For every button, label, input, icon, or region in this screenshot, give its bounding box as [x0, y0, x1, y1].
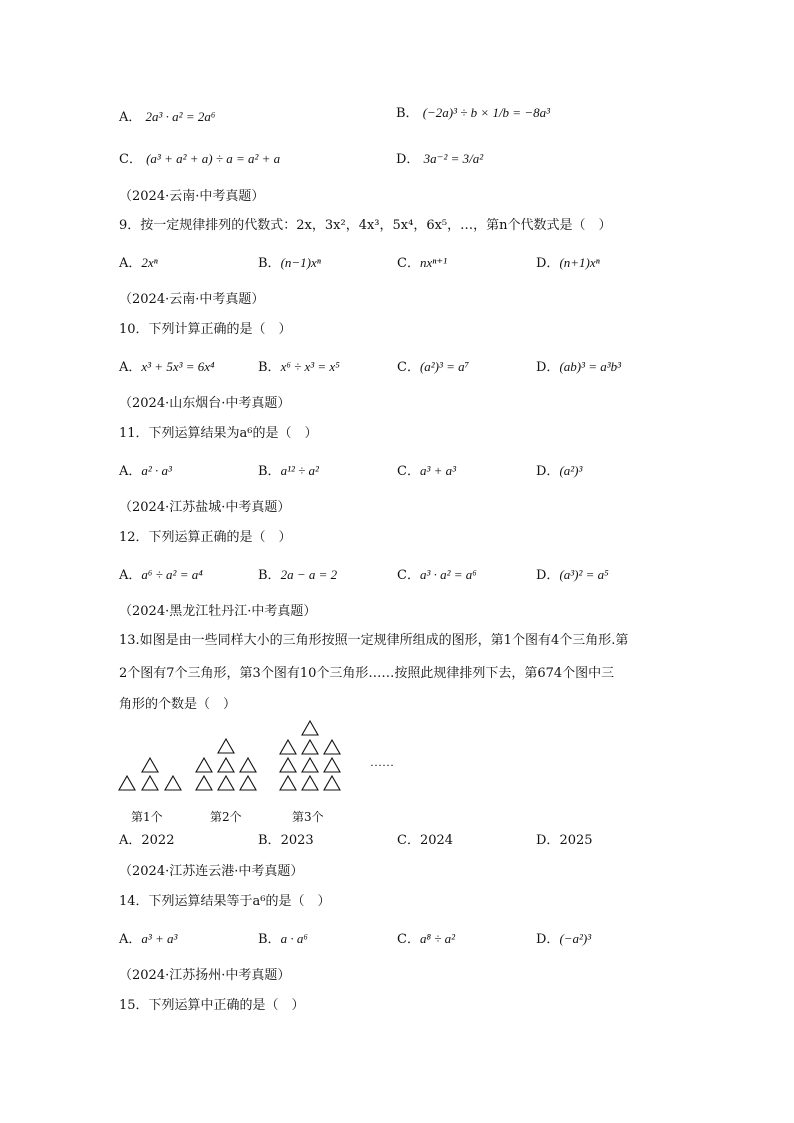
- triangle: [218, 739, 234, 753]
- triangle: [302, 758, 318, 772]
- option-expression: 2a³ · a² = 2a⁶: [145, 109, 216, 124]
- q12-option-a: [119, 566, 203, 585]
- option-expression: a¹² ÷ a²: [280, 463, 319, 478]
- option-label: B．: [258, 464, 281, 479]
- option-label: B．: [396, 106, 419, 121]
- option-label: A．: [119, 360, 142, 375]
- q11-option-d: [536, 462, 582, 481]
- option-expression: (a²)³ = a⁷: [419, 359, 470, 374]
- q10-option-c: [397, 358, 469, 377]
- figure-ellipsis: ……: [370, 755, 394, 769]
- option-label: D．: [536, 833, 560, 848]
- q15-stem: 15．下列运算中正确的是（ ）: [119, 998, 305, 1013]
- q10-option-b: [258, 358, 340, 377]
- option-expression: (−2a)³ ÷ b × 1/b = −8a³: [422, 105, 550, 120]
- option-expression: (n+1)xⁿ: [559, 255, 600, 270]
- triangle: [324, 740, 340, 754]
- option-expression: (a²)³: [559, 463, 583, 478]
- q12-source: （2024·江苏盐城·中考真题）: [119, 500, 291, 515]
- option-label: D．: [536, 464, 560, 479]
- triangle: [240, 776, 256, 790]
- option-expression: x⁶ ÷ x³ = x⁵: [280, 359, 340, 374]
- figure-3-triangles: [280, 721, 340, 790]
- option-expression: nxⁿ⁺¹: [419, 255, 448, 270]
- option-expression: a · a⁶: [280, 931, 308, 946]
- q10-stem: 10．下列计算正确的是（ ）: [119, 322, 292, 337]
- triangle: [240, 758, 256, 772]
- triangle: [119, 776, 135, 790]
- figure-2-caption: 第2个: [210, 810, 242, 824]
- option-label: B．: [258, 256, 281, 271]
- figure-3-caption: 第3个: [292, 810, 324, 824]
- q14-option-c: [397, 930, 455, 949]
- option-value: 2024: [419, 833, 454, 848]
- triangle: [280, 776, 296, 790]
- q13-stem-line-1: 13.如图是由一些同样大小的三角形按照一定规律所组成的图形，第1个图有4个三角形.第: [119, 633, 629, 648]
- q12-stem: 12．下列运算正确的是（ ）: [119, 530, 292, 545]
- option-expression: (a³ + a² + a) ÷ a = a² + a: [146, 151, 281, 166]
- option-expression: a³ · a² = a⁶: [419, 567, 477, 582]
- option-label: B．: [258, 833, 281, 848]
- option-label: A．: [119, 932, 142, 947]
- q12-option-c: [397, 566, 477, 585]
- triangle: [324, 758, 340, 772]
- option-label: C．: [397, 932, 420, 947]
- option-label: A．: [119, 110, 142, 125]
- option-expression: a³ + a³: [419, 463, 457, 478]
- q14-option-d: [536, 930, 591, 949]
- q13-stem-line-3: 角形的个数是（ ）: [119, 697, 237, 712]
- q14-source: （2024·江苏连云港·中考真题）: [119, 864, 304, 879]
- option-label: C．: [397, 464, 420, 479]
- triangle: [196, 776, 212, 790]
- option-label: D．: [536, 256, 560, 271]
- q13-stem-line-2: 2个图有7个三角形，第3个图有10个三角形……按照此规律排列下去，第674个图中三: [119, 666, 615, 681]
- triangle: [218, 758, 234, 772]
- triangle: [302, 721, 318, 735]
- triangle: [324, 776, 340, 790]
- q15-source: （2024·江苏扬州·中考真题）: [119, 968, 291, 983]
- triangle: [165, 776, 181, 790]
- option-label: A．: [119, 833, 142, 848]
- q11-option-b: [258, 462, 319, 481]
- option-label: A．: [119, 568, 142, 583]
- q12-option-d: [536, 566, 609, 585]
- option-label: C．: [397, 568, 420, 583]
- triangle: [218, 776, 234, 790]
- q9-option-b: [258, 254, 321, 273]
- q9-source: （2024·云南·中考真题）: [119, 189, 265, 204]
- triangle: [196, 758, 212, 772]
- q11-option-c: [397, 462, 456, 481]
- q8-option-a: [119, 108, 215, 127]
- option-expression: 2a − a = 2: [280, 567, 338, 582]
- figure-1-triangles: [119, 758, 181, 790]
- q14-option-b: [258, 930, 308, 949]
- q8-option-d: [396, 150, 483, 169]
- option-expression: a⁶ ÷ a² = a⁴: [141, 567, 203, 582]
- q11-option-a: [119, 462, 172, 481]
- triangle-pattern-figure: [115, 718, 415, 808]
- q12-option-b: [258, 566, 337, 585]
- q13-option-b: [258, 832, 314, 850]
- option-expression: 2xⁿ: [141, 255, 158, 270]
- option-label: A．: [119, 256, 142, 271]
- option-label: C．: [119, 152, 142, 167]
- option-label: B．: [258, 568, 281, 583]
- q13-option-c: [397, 832, 453, 850]
- q13-option-a: [119, 832, 174, 850]
- option-expression: (a³)² = a⁵: [559, 567, 609, 582]
- q9-option-a: [119, 254, 158, 273]
- q9-stem: 9．按一定规律排列的代数式：2x，3x²，4x³，5x⁴，6x⁵，…，第n个代数式是（ ）: [119, 218, 612, 233]
- figure-1-caption: 第1个: [131, 810, 163, 824]
- q11-stem: 11．下列运算结果为a⁶的是（ ）: [119, 426, 318, 441]
- option-value: 2023: [280, 833, 314, 848]
- option-label: B．: [258, 360, 281, 375]
- option-label: D．: [536, 360, 560, 375]
- q13-option-d: [536, 832, 593, 850]
- q8-option-b: [396, 104, 550, 123]
- option-label: C．: [397, 360, 420, 375]
- option-label: D．: [396, 152, 420, 167]
- q9-option-c: [397, 254, 447, 273]
- q10-option-a: [119, 358, 215, 377]
- q10-source: （2024·云南·中考真题）: [119, 292, 265, 307]
- option-label: A．: [119, 464, 142, 479]
- triangle: [142, 776, 158, 790]
- q10-option-d: [536, 358, 621, 377]
- q8-option-c: [119, 150, 280, 169]
- q9-option-d: [536, 254, 600, 273]
- option-expression: a² · a³: [141, 463, 172, 478]
- option-label: C．: [397, 256, 420, 271]
- triangle: [280, 740, 296, 754]
- triangle: [142, 758, 158, 772]
- option-expression: (n−1)xⁿ: [280, 255, 321, 270]
- option-expression: x³ + 5x³ = 6x⁴: [141, 359, 215, 374]
- triangle: [302, 740, 318, 754]
- option-expression: 3a⁻² = 3/a²: [423, 151, 484, 166]
- triangle: [302, 776, 318, 790]
- triangle: [280, 758, 296, 772]
- option-value: 2022: [141, 833, 175, 848]
- option-expression: (ab)³ = a³b³: [559, 359, 622, 374]
- option-expression: a³ + a³: [141, 931, 178, 946]
- q11-source: （2024·山东烟台·中考真题）: [119, 396, 291, 411]
- q14-stem: 14．下列运算结果等于a⁶的是（ ）: [119, 894, 331, 909]
- q14-option-a: [119, 930, 177, 949]
- q13-source: （2024·黑龙江牡丹江·中考真题）: [119, 604, 317, 619]
- option-label: D．: [536, 932, 560, 947]
- option-label: C．: [397, 833, 420, 848]
- option-value: 2025: [559, 833, 593, 848]
- figure-2-triangles: [196, 739, 256, 790]
- option-label: D．: [536, 568, 560, 583]
- option-expression: (−a²)³: [559, 931, 592, 946]
- option-expression: a⁸ ÷ a²: [419, 931, 456, 946]
- option-label: B．: [258, 932, 281, 947]
